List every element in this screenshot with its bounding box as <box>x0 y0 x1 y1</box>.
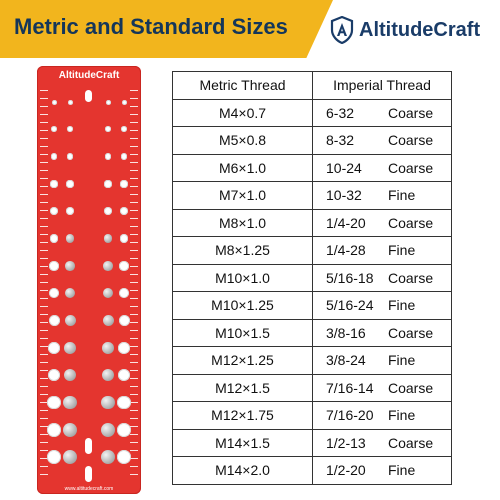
gauge-hole <box>120 234 129 243</box>
gauge-slot <box>85 438 92 454</box>
thread-pitch-type: Fine <box>388 462 416 479</box>
metric-thread-cell: M8×1.25 <box>173 237 313 265</box>
imperial-thread-cell <box>313 429 452 457</box>
imperial-size: 3/8-16 <box>326 324 366 341</box>
thread-pitch-type: Coarse <box>388 324 434 341</box>
gauge-brand-label: AltitudeCraft <box>58 70 120 81</box>
table-row <box>173 402 452 430</box>
table-row <box>173 457 452 485</box>
table-row <box>173 182 452 210</box>
bolt-stud <box>66 234 75 243</box>
imperial-size: 1/2-13 <box>326 434 366 451</box>
metric-thread-cell: M4×0.7 <box>173 99 313 127</box>
gauge-slot <box>85 466 92 482</box>
imperial-size: 10-24 <box>326 159 362 176</box>
gauge-hole <box>121 153 128 160</box>
gauge-hole <box>47 450 62 465</box>
gauge-hole <box>106 100 111 105</box>
gauge-hole <box>121 126 127 132</box>
gauge-hole <box>67 126 73 132</box>
imperial-thread-cell <box>313 99 452 127</box>
gauge-hole <box>50 234 59 243</box>
table-row <box>173 319 452 347</box>
metric-thread-cell: M14×1.5 <box>173 429 313 457</box>
metric-thread-cell: M8×1.0 <box>173 209 313 237</box>
imperial-thread-cell <box>313 237 452 265</box>
ruler-ticks-right <box>130 90 138 480</box>
imperial-thread-cell <box>313 319 452 347</box>
thread-pitch-type: Coarse <box>388 434 434 451</box>
table-row <box>173 237 452 265</box>
gauge-hole <box>67 153 74 160</box>
gauge-hole <box>48 342 60 354</box>
table-row <box>173 127 452 155</box>
imperial-thread-cell <box>313 154 452 182</box>
metric-thread-cell: M14×2.0 <box>173 457 313 485</box>
imperial-size: 1/4-28 <box>326 242 366 259</box>
imperial-thread-cell <box>313 402 452 430</box>
metric-thread-cell: M6×1.0 <box>173 154 313 182</box>
bolt-stud <box>65 288 75 298</box>
thread-pitch-type: Coarse <box>388 159 434 176</box>
bolt-stud <box>101 396 114 409</box>
gauge-hole <box>117 423 131 437</box>
table-row <box>173 154 452 182</box>
bolt-stud <box>65 261 75 271</box>
gauge-hole <box>118 369 131 382</box>
imperial-size: 7/16-20 <box>326 407 374 424</box>
gauge-hole <box>68 100 73 105</box>
imperial-thread-cell <box>313 374 452 402</box>
metric-thread-cell: M10×1.0 <box>173 264 313 292</box>
gauge-hole <box>119 288 129 298</box>
thread-pitch-type: Fine <box>388 242 416 259</box>
imperial-thread-header: Imperial Thread <box>313 72 452 100</box>
bolt-stud <box>63 423 77 437</box>
bolt-stud <box>103 315 114 326</box>
gauge-hole <box>66 180 73 187</box>
brand-name: AltitudeCraft <box>359 18 481 41</box>
bolt-stud <box>101 423 115 437</box>
metric-thread-header: Metric Thread <box>173 72 313 100</box>
gauge-hole <box>104 207 112 215</box>
gauge-hole <box>49 261 59 271</box>
shield-logo-icon <box>330 16 354 44</box>
thread-pitch-type: Fine <box>388 352 416 369</box>
imperial-thread-cell <box>313 347 452 375</box>
gauge-hole <box>105 153 112 160</box>
gauge-slot <box>85 90 92 102</box>
imperial-size: 3/8-24 <box>326 352 366 369</box>
gauge-hole <box>120 207 128 215</box>
imperial-size: 8-32 <box>326 132 355 149</box>
imperial-size: 6-32 <box>326 104 355 121</box>
imperial-thread-cell <box>313 182 452 210</box>
brand-logo <box>330 16 480 44</box>
gauge-hole <box>50 180 57 187</box>
gauge-hole <box>52 100 57 105</box>
thread-pitch-type: Coarse <box>388 269 434 286</box>
metric-thread-cell: M10×1.5 <box>173 319 313 347</box>
thread-pitch-type: Fine <box>388 297 416 314</box>
gauge-hole <box>118 342 130 354</box>
table-row <box>173 209 452 237</box>
thread-pitch-type: Coarse <box>388 379 434 396</box>
gauge-hole <box>47 396 60 409</box>
gauge-hole <box>105 126 111 132</box>
bolt-stud <box>63 450 78 465</box>
bolt-stud <box>101 450 116 465</box>
thread-pitch-type: Fine <box>388 187 416 204</box>
table-row <box>173 292 452 320</box>
metric-thread-cell: M7×1.0 <box>173 182 313 210</box>
bolt-stud <box>104 234 113 243</box>
imperial-thread-cell <box>313 127 452 155</box>
gauge-hole <box>47 423 61 437</box>
metric-thread-cell: M10×1.25 <box>173 292 313 320</box>
page-title: Metric and Standard Sizes <box>14 14 288 39</box>
thread-pitch-type: Coarse <box>388 104 434 121</box>
imperial-size: 7/16-14 <box>326 379 374 396</box>
gauge-hole <box>49 315 60 326</box>
imperial-size: 5/16-18 <box>326 269 374 286</box>
gauge-url: www.altitudecraft.com <box>64 486 114 492</box>
gauge-hole <box>48 369 61 382</box>
thread-pitch-type: Coarse <box>388 132 434 149</box>
bolt-stud <box>102 342 114 354</box>
gauge-hole <box>49 288 59 298</box>
thread-pitch-type: Coarse <box>388 214 434 231</box>
bolt-stud <box>64 369 77 382</box>
table-row <box>173 347 452 375</box>
gauge-hole <box>120 180 127 187</box>
gauge-hole <box>51 126 57 132</box>
bolt-stud <box>103 261 113 271</box>
table-header-row <box>173 72 452 100</box>
imperial-thread-cell <box>313 209 452 237</box>
metric-thread-cell: M12×1.75 <box>173 402 313 430</box>
table-row <box>173 374 452 402</box>
imperial-thread-cell <box>313 457 452 485</box>
table-row <box>173 264 452 292</box>
imperial-size: 1/2-20 <box>326 462 366 479</box>
gauge-hole <box>50 207 58 215</box>
imperial-thread-cell <box>313 292 452 320</box>
gauge-hole <box>119 261 129 271</box>
bolt-stud <box>63 396 76 409</box>
gauge-hole <box>122 100 127 105</box>
imperial-thread-cell <box>313 264 452 292</box>
gauge-hole <box>117 396 130 409</box>
thread-conversion-table <box>172 71 452 485</box>
bolt-stud <box>64 342 76 354</box>
thread-pitch-type: Fine <box>388 407 416 424</box>
table-row <box>173 99 452 127</box>
bolt-stud <box>103 288 113 298</box>
imperial-size: 10-32 <box>326 187 362 204</box>
imperial-size: 5/16-24 <box>326 297 374 314</box>
bolt-stud <box>65 315 76 326</box>
metric-thread-cell: M12×1.5 <box>173 374 313 402</box>
ruler-ticks-left <box>40 90 48 480</box>
gauge-hole <box>51 153 58 160</box>
header-banner <box>0 0 500 58</box>
bolt-stud <box>102 369 115 382</box>
gauge-hole <box>119 315 130 326</box>
imperial-size: 1/4-20 <box>326 214 366 231</box>
metric-thread-cell: M12×1.25 <box>173 347 313 375</box>
metric-thread-cell: M5×0.8 <box>173 127 313 155</box>
gauge-hole <box>104 180 111 187</box>
table-row <box>173 429 452 457</box>
gauge-hole <box>66 207 74 215</box>
thread-gauge-image <box>37 66 141 494</box>
